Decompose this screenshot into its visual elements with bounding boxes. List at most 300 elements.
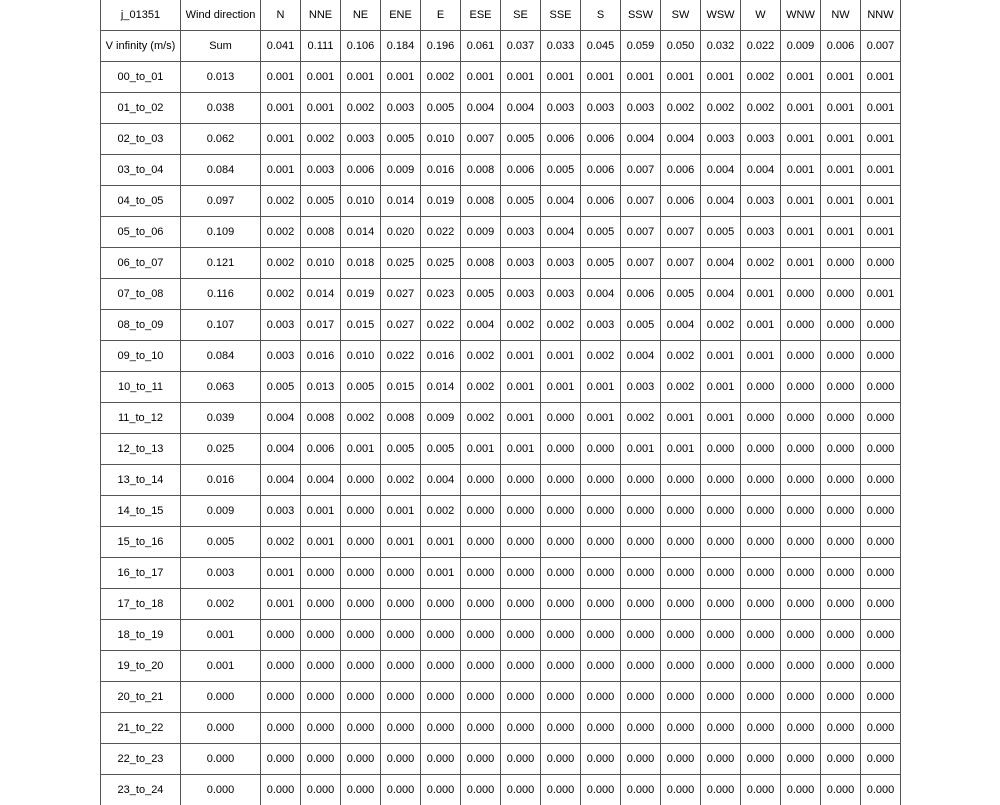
frequency-cell: 0.000	[781, 713, 821, 744]
frequency-cell: 0.007	[661, 248, 701, 279]
frequency-cell: 0.002	[341, 403, 381, 434]
summary-value-cell: 0.106	[341, 31, 381, 62]
speed-bin-label: 06_to_07	[101, 248, 181, 279]
frequency-cell: 0.004	[461, 93, 501, 124]
frequency-cell: 0.008	[461, 155, 501, 186]
table-row	[101, 341, 901, 372]
frequency-cell: 0.000	[461, 589, 501, 620]
frequency-cell: 0.010	[341, 186, 381, 217]
row-sum-cell: 0.107	[181, 310, 261, 341]
frequency-cell: 0.001	[861, 62, 901, 93]
frequency-cell: 0.000	[821, 248, 861, 279]
frequency-cell: 0.002	[421, 496, 461, 527]
frequency-cell: 0.000	[701, 527, 741, 558]
speed-bin-label: 01_to_02	[101, 93, 181, 124]
frequency-cell: 0.000	[621, 620, 661, 651]
frequency-cell: 0.000	[861, 248, 901, 279]
frequency-cell: 0.005	[661, 279, 701, 310]
frequency-cell: 0.001	[821, 217, 861, 248]
frequency-cell: 0.000	[461, 775, 501, 805]
frequency-cell: 0.009	[381, 155, 421, 186]
frequency-cell: 0.000	[261, 620, 301, 651]
frequency-cell: 0.000	[701, 682, 741, 713]
frequency-cell: 0.000	[661, 620, 701, 651]
frequency-cell: 0.001	[821, 155, 861, 186]
direction-header-cell: S	[581, 0, 621, 31]
frequency-cell: 0.001	[261, 589, 301, 620]
summary-value-cell: 0.059	[621, 31, 661, 62]
frequency-cell: 0.002	[581, 341, 621, 372]
row-sum-cell: 0.001	[181, 651, 261, 682]
direction-header-cell: WNW	[781, 0, 821, 31]
frequency-cell: 0.005	[381, 434, 421, 465]
frequency-cell: 0.000	[821, 372, 861, 403]
summary-value-cell: 0.007	[861, 31, 901, 62]
summary-value-cell: 0.033	[541, 31, 581, 62]
frequency-cell: 0.000	[781, 620, 821, 651]
frequency-cell: 0.000	[741, 558, 781, 589]
frequency-cell: 0.001	[341, 62, 381, 93]
frequency-cell: 0.000	[541, 434, 581, 465]
summary-value-cell: 0.111	[301, 31, 341, 62]
frequency-cell: 0.000	[661, 651, 701, 682]
speed-bin-label: 05_to_06	[101, 217, 181, 248]
row-sum-cell: 0.003	[181, 558, 261, 589]
frequency-cell: 0.005	[501, 124, 541, 155]
frequency-cell: 0.000	[501, 620, 541, 651]
frequency-cell: 0.005	[621, 310, 661, 341]
direction-header-cell: SSE	[541, 0, 581, 31]
frequency-cell: 0.003	[541, 248, 581, 279]
row-sum-cell: 0.062	[181, 124, 261, 155]
speed-bin-label: 04_to_05	[101, 186, 181, 217]
summary-value-cell: 0.045	[581, 31, 621, 62]
frequency-cell: 0.004	[541, 217, 581, 248]
table-row	[101, 248, 901, 279]
frequency-cell: 0.000	[701, 465, 741, 496]
frequency-cell: 0.000	[461, 682, 501, 713]
frequency-cell: 0.003	[621, 372, 661, 403]
frequency-cell: 0.003	[501, 217, 541, 248]
frequency-cell: 0.003	[581, 93, 621, 124]
frequency-cell: 0.000	[821, 465, 861, 496]
frequency-cell: 0.001	[501, 341, 541, 372]
table-row	[101, 186, 901, 217]
frequency-cell: 0.000	[821, 620, 861, 651]
summary-value-cell: 0.032	[701, 31, 741, 62]
frequency-cell: 0.025	[421, 248, 461, 279]
frequency-cell: 0.000	[701, 775, 741, 805]
table-row	[101, 124, 901, 155]
frequency-cell: 0.000	[581, 558, 621, 589]
frequency-cell: 0.001	[821, 186, 861, 217]
frequency-cell: 0.000	[821, 744, 861, 775]
frequency-cell: 0.000	[821, 589, 861, 620]
summary-value-cell: 0.037	[501, 31, 541, 62]
frequency-cell: 0.005	[701, 217, 741, 248]
frequency-cell: 0.001	[861, 124, 901, 155]
direction-header-cell: ENE	[381, 0, 421, 31]
frequency-cell: 0.007	[621, 155, 661, 186]
frequency-cell: 0.016	[421, 341, 461, 372]
table-body	[101, 0, 901, 805]
frequency-cell: 0.001	[261, 124, 301, 155]
frequency-cell: 0.027	[381, 279, 421, 310]
frequency-cell: 0.000	[621, 589, 661, 620]
frequency-cell: 0.000	[421, 620, 461, 651]
frequency-cell: 0.001	[741, 279, 781, 310]
frequency-cell: 0.010	[341, 341, 381, 372]
frequency-cell: 0.000	[341, 558, 381, 589]
frequency-cell: 0.001	[821, 93, 861, 124]
frequency-cell: 0.000	[501, 651, 541, 682]
frequency-cell: 0.001	[661, 62, 701, 93]
frequency-cell: 0.001	[541, 341, 581, 372]
frequency-cell: 0.022	[421, 310, 461, 341]
frequency-cell: 0.004	[661, 124, 701, 155]
row-sum-cell: 0.016	[181, 465, 261, 496]
frequency-cell: 0.001	[661, 434, 701, 465]
frequency-cell: 0.000	[741, 403, 781, 434]
frequency-cell: 0.001	[261, 62, 301, 93]
frequency-cell: 0.000	[381, 744, 421, 775]
speed-bin-label: 09_to_10	[101, 341, 181, 372]
direction-header-cell: NNE	[301, 0, 341, 31]
frequency-cell: 0.023	[421, 279, 461, 310]
frequency-cell: 0.000	[421, 589, 461, 620]
frequency-cell: 0.007	[621, 217, 661, 248]
frequency-cell: 0.000	[821, 434, 861, 465]
frequency-cell: 0.000	[461, 465, 501, 496]
frequency-cell: 0.002	[741, 93, 781, 124]
frequency-cell: 0.001	[421, 527, 461, 558]
frequency-cell: 0.016	[301, 341, 341, 372]
frequency-cell: 0.004	[661, 310, 701, 341]
frequency-cell: 0.005	[341, 372, 381, 403]
table-row	[101, 775, 901, 805]
row-sum-cell: 0.000	[181, 713, 261, 744]
frequency-cell: 0.000	[261, 744, 301, 775]
frequency-cell: 0.000	[341, 589, 381, 620]
frequency-cell: 0.004	[621, 341, 661, 372]
frequency-cell: 0.005	[501, 186, 541, 217]
frequency-cell: 0.000	[821, 713, 861, 744]
table-row	[101, 93, 901, 124]
frequency-cell: 0.000	[501, 589, 541, 620]
frequency-cell: 0.000	[661, 558, 701, 589]
frequency-cell: 0.014	[381, 186, 421, 217]
frequency-cell: 0.000	[461, 620, 501, 651]
frequency-cell: 0.001	[301, 496, 341, 527]
row-sum-cell: 0.038	[181, 93, 261, 124]
frequency-cell: 0.002	[341, 93, 381, 124]
frequency-cell: 0.000	[541, 775, 581, 805]
frequency-cell: 0.003	[501, 248, 541, 279]
frequency-cell: 0.000	[781, 527, 821, 558]
frequency-cell: 0.000	[301, 620, 341, 651]
frequency-cell: 0.000	[581, 682, 621, 713]
frequency-cell: 0.004	[421, 465, 461, 496]
frequency-cell: 0.000	[821, 558, 861, 589]
frequency-cell: 0.000	[541, 713, 581, 744]
frequency-cell: 0.001	[461, 62, 501, 93]
frequency-cell: 0.002	[261, 217, 301, 248]
frequency-cell: 0.005	[461, 279, 501, 310]
frequency-cell: 0.000	[341, 496, 381, 527]
frequency-cell: 0.004	[701, 248, 741, 279]
frequency-cell: 0.001	[381, 527, 421, 558]
frequency-cell: 0.003	[581, 310, 621, 341]
frequency-cell: 0.004	[701, 279, 741, 310]
frequency-cell: 0.001	[461, 434, 501, 465]
frequency-cell: 0.013	[301, 372, 341, 403]
frequency-cell: 0.003	[701, 124, 741, 155]
frequency-cell: 0.003	[261, 310, 301, 341]
frequency-cell: 0.000	[861, 310, 901, 341]
frequency-cell: 0.000	[861, 682, 901, 713]
frequency-cell: 0.000	[341, 527, 381, 558]
table-row	[101, 589, 901, 620]
frequency-cell: 0.000	[461, 496, 501, 527]
frequency-cell: 0.006	[501, 155, 541, 186]
frequency-cell: 0.000	[261, 775, 301, 805]
frequency-cell: 0.006	[621, 279, 661, 310]
frequency-cell: 0.000	[381, 775, 421, 805]
frequency-cell: 0.000	[501, 775, 541, 805]
frequency-cell: 0.002	[661, 372, 701, 403]
frequency-cell: 0.003	[381, 93, 421, 124]
row-sum-cell: 0.097	[181, 186, 261, 217]
speed-bin-label: 02_to_03	[101, 124, 181, 155]
frequency-cell: 0.000	[621, 465, 661, 496]
frequency-cell: 0.000	[381, 589, 421, 620]
frequency-cell: 0.022	[421, 217, 461, 248]
frequency-cell: 0.006	[581, 186, 621, 217]
frequency-cell: 0.005	[541, 155, 581, 186]
frequency-cell: 0.000	[421, 651, 461, 682]
speed-bin-label: 18_to_19	[101, 620, 181, 651]
frequency-cell: 0.001	[701, 341, 741, 372]
frequency-cell: 0.002	[741, 62, 781, 93]
frequency-cell: 0.001	[781, 93, 821, 124]
speed-bin-label: 13_to_14	[101, 465, 181, 496]
frequency-cell: 0.000	[861, 496, 901, 527]
frequency-cell: 0.001	[501, 403, 541, 434]
table-row	[101, 372, 901, 403]
frequency-cell: 0.001	[821, 124, 861, 155]
frequency-cell: 0.002	[621, 403, 661, 434]
frequency-cell: 0.000	[541, 682, 581, 713]
frequency-cell: 0.003	[261, 496, 301, 527]
row-sum-cell: 0.013	[181, 62, 261, 93]
frequency-cell: 0.000	[581, 496, 621, 527]
table-row	[101, 496, 901, 527]
frequency-cell: 0.000	[261, 651, 301, 682]
row-sum-cell: 0.005	[181, 527, 261, 558]
frequency-cell: 0.002	[421, 62, 461, 93]
frequency-cell: 0.006	[581, 124, 621, 155]
frequency-cell: 0.000	[501, 496, 541, 527]
frequency-cell: 0.000	[781, 465, 821, 496]
frequency-cell: 0.000	[501, 713, 541, 744]
frequency-cell: 0.000	[301, 589, 341, 620]
frequency-cell: 0.000	[541, 589, 581, 620]
frequency-cell: 0.025	[381, 248, 421, 279]
frequency-cell: 0.006	[301, 434, 341, 465]
frequency-cell: 0.000	[741, 651, 781, 682]
frequency-cell: 0.000	[781, 651, 821, 682]
frequency-cell: 0.000	[701, 744, 741, 775]
summary-value-cell: 0.006	[821, 31, 861, 62]
direction-header-cell: NNW	[861, 0, 901, 31]
frequency-cell: 0.000	[861, 341, 901, 372]
frequency-cell: 0.000	[701, 434, 741, 465]
frequency-cell: 0.000	[861, 651, 901, 682]
frequency-cell: 0.005	[581, 248, 621, 279]
frequency-cell: 0.004	[261, 403, 301, 434]
frequency-cell: 0.001	[541, 372, 581, 403]
row-sum-cell: 0.039	[181, 403, 261, 434]
row-sum-cell: 0.000	[181, 775, 261, 805]
frequency-cell: 0.002	[701, 93, 741, 124]
frequency-cell: 0.000	[821, 496, 861, 527]
summary-value-cell: 0.050	[661, 31, 701, 62]
table-row	[101, 558, 901, 589]
frequency-cell: 0.000	[381, 682, 421, 713]
frequency-cell: 0.001	[781, 248, 821, 279]
frequency-cell: 0.000	[621, 558, 661, 589]
frequency-cell: 0.001	[381, 496, 421, 527]
frequency-cell: 0.000	[861, 527, 901, 558]
frequency-cell: 0.000	[621, 682, 661, 713]
frequency-cell: 0.000	[781, 775, 821, 805]
frequency-cell: 0.002	[661, 341, 701, 372]
frequency-cell: 0.000	[861, 372, 901, 403]
frequency-cell: 0.000	[341, 744, 381, 775]
summary-value-cell: 0.009	[781, 31, 821, 62]
speed-bin-label: 17_to_18	[101, 589, 181, 620]
summary-value-cell: 0.196	[421, 31, 461, 62]
frequency-cell: 0.000	[421, 713, 461, 744]
frequency-cell: 0.000	[461, 713, 501, 744]
frequency-cell: 0.000	[621, 527, 661, 558]
table-row	[101, 465, 901, 496]
frequency-cell: 0.000	[781, 589, 821, 620]
frequency-cell: 0.000	[781, 372, 821, 403]
frequency-cell: 0.000	[501, 465, 541, 496]
frequency-cell: 0.014	[421, 372, 461, 403]
direction-header-cell: SW	[661, 0, 701, 31]
frequency-cell: 0.004	[301, 465, 341, 496]
frequency-cell: 0.000	[741, 589, 781, 620]
frequency-cell: 0.000	[781, 403, 821, 434]
table-row	[101, 155, 901, 186]
frequency-cell: 0.000	[581, 465, 621, 496]
frequency-cell: 0.027	[381, 310, 421, 341]
frequency-cell: 0.003	[621, 93, 661, 124]
frequency-cell: 0.000	[701, 620, 741, 651]
frequency-cell: 0.003	[741, 124, 781, 155]
frequency-cell: 0.000	[861, 775, 901, 805]
frequency-cell: 0.001	[261, 155, 301, 186]
speed-bin-label: 07_to_08	[101, 279, 181, 310]
frequency-cell: 0.000	[341, 713, 381, 744]
frequency-cell: 0.000	[381, 651, 421, 682]
frequency-cell: 0.000	[541, 465, 581, 496]
frequency-cell: 0.001	[541, 62, 581, 93]
frequency-cell: 0.000	[301, 682, 341, 713]
frequency-cell: 0.008	[301, 403, 341, 434]
frequency-cell: 0.000	[461, 558, 501, 589]
frequency-cell: 0.000	[661, 775, 701, 805]
frequency-cell: 0.000	[861, 713, 901, 744]
frequency-cell: 0.000	[741, 620, 781, 651]
frequency-cell: 0.000	[741, 682, 781, 713]
frequency-cell: 0.000	[741, 527, 781, 558]
frequency-cell: 0.000	[661, 589, 701, 620]
summary-value-cell: 0.184	[381, 31, 421, 62]
frequency-cell: 0.004	[461, 310, 501, 341]
row-sum-cell: 0.084	[181, 155, 261, 186]
frequency-cell: 0.001	[301, 62, 341, 93]
frequency-cell: 0.003	[541, 279, 581, 310]
frequency-cell: 0.001	[861, 186, 901, 217]
frequency-cell: 0.000	[421, 744, 461, 775]
table-row	[101, 713, 901, 744]
frequency-cell: 0.006	[581, 155, 621, 186]
frequency-cell: 0.000	[661, 496, 701, 527]
frequency-cell: 0.000	[421, 775, 461, 805]
frequency-cell: 0.000	[261, 682, 301, 713]
frequency-cell: 0.010	[301, 248, 341, 279]
frequency-cell: 0.000	[541, 496, 581, 527]
row-sum-cell: 0.116	[181, 279, 261, 310]
frequency-cell: 0.000	[741, 372, 781, 403]
frequency-cell: 0.003	[741, 217, 781, 248]
frequency-cell: 0.000	[661, 527, 701, 558]
frequency-cell: 0.000	[301, 651, 341, 682]
speed-bin-label: 14_to_15	[101, 496, 181, 527]
frequency-cell: 0.001	[781, 62, 821, 93]
frequency-cell: 0.001	[781, 155, 821, 186]
frequency-cell: 0.000	[661, 744, 701, 775]
summary-value-cell: 0.061	[461, 31, 501, 62]
frequency-cell: 0.001	[701, 372, 741, 403]
speed-bin-label: 22_to_23	[101, 744, 181, 775]
frequency-cell: 0.001	[501, 62, 541, 93]
table-row	[101, 682, 901, 713]
frequency-cell: 0.002	[261, 186, 301, 217]
frequency-cell: 0.005	[581, 217, 621, 248]
direction-header-cell: NE	[341, 0, 381, 31]
frequency-cell: 0.018	[341, 248, 381, 279]
frequency-cell: 0.001	[381, 62, 421, 93]
frequency-cell: 0.001	[301, 527, 341, 558]
frequency-cell: 0.001	[621, 434, 661, 465]
frequency-cell: 0.005	[261, 372, 301, 403]
frequency-cell: 0.001	[821, 62, 861, 93]
frequency-cell: 0.000	[661, 465, 701, 496]
frequency-cell: 0.000	[781, 744, 821, 775]
frequency-cell: 0.014	[341, 217, 381, 248]
frequency-cell: 0.000	[501, 744, 541, 775]
summary-row	[101, 31, 901, 62]
row-sum-cell: 0.109	[181, 217, 261, 248]
frequency-cell: 0.001	[701, 403, 741, 434]
frequency-cell: 0.003	[261, 341, 301, 372]
frequency-cell: 0.001	[261, 558, 301, 589]
speed-bin-label: 12_to_13	[101, 434, 181, 465]
